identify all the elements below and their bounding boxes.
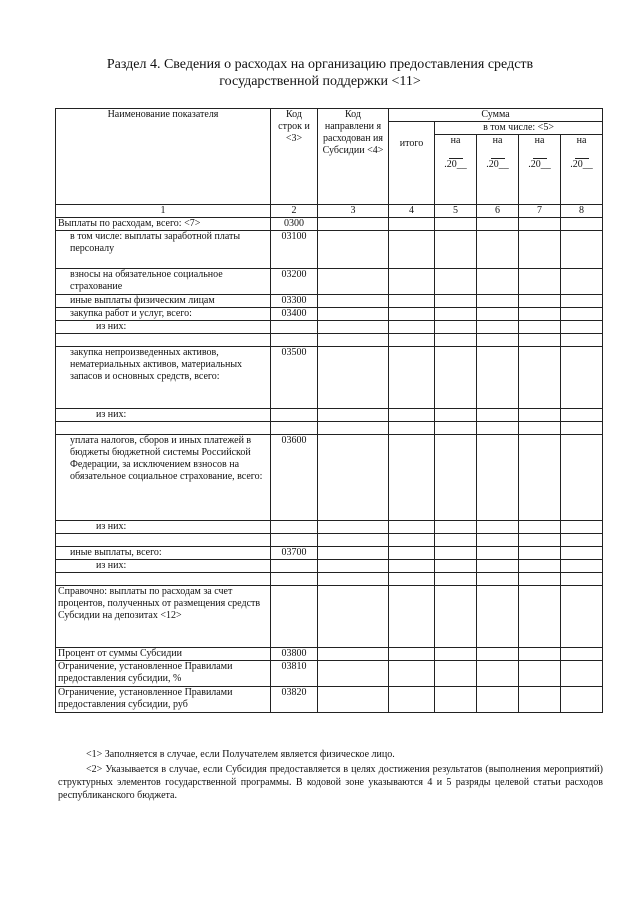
value-cell [435,347,477,409]
value-cell [435,586,477,648]
header-on-label: на [492,135,503,146]
value-cell [561,269,603,295]
header-total: итого [389,122,435,205]
table-row [56,422,603,435]
value-cell [519,648,561,661]
value-cell [389,586,435,648]
value-cell [318,321,389,334]
row-code: 0300 [271,218,318,231]
value-cell [519,422,561,435]
row-name [56,422,271,435]
row-name: Выплаты по расходам, всего: <7> [56,218,271,231]
header-period-2 [477,135,519,205]
value-cell [389,435,435,521]
value-cell [477,295,519,308]
table-row [56,409,603,422]
value-cell [477,347,519,409]
table-row [56,308,603,321]
value-cell [435,573,477,586]
value-cell [435,334,477,347]
table-row [56,269,603,295]
row-name: закупка непроизведенных активов, нематериальных активов, материальных запасов и основных средств, всего: [56,347,271,409]
row-name: взносы на обязательное социальное страхование [56,269,271,295]
row-name [56,334,271,347]
col-number: 4 [389,205,435,218]
value-cell [435,422,477,435]
value-cell [519,573,561,586]
value-cell [561,661,603,687]
column-numbers-row [56,205,603,218]
row-code [271,521,318,534]
value-cell [389,573,435,586]
value-cell [561,560,603,573]
expenses-table [55,108,603,713]
value-cell [561,231,603,269]
table-row [56,321,603,334]
value-cell [519,547,561,560]
value-cell [318,295,389,308]
value-cell [318,661,389,687]
row-name: из них: [56,521,271,534]
value-cell [561,321,603,334]
value-cell [389,560,435,573]
table-row [56,521,603,534]
value-cell [318,586,389,648]
row-code [271,321,318,334]
table-row [56,560,603,573]
value-cell [477,573,519,586]
row-name: Ограничение, установленное Правилами предоставления субсидии, % [56,661,271,687]
row-code: 03100 [271,231,318,269]
table-row [56,534,603,547]
value-cell [435,269,477,295]
header-name: Наименование показателя [56,109,271,205]
value-cell [519,269,561,295]
section-title-line1: Раздел 4. Сведения о расходах на организацию предоставления средств [106,57,534,72]
section-title [60,56,580,90]
value-cell [318,521,389,534]
table-row [56,435,603,521]
table-row [56,218,603,231]
value-cell [477,269,519,295]
value-cell [318,269,389,295]
value-cell [389,409,435,422]
table-row [56,547,603,560]
value-cell [477,534,519,547]
value-cell [318,347,389,409]
value-cell [389,231,435,269]
value-cell [519,534,561,547]
value-cell [561,347,603,409]
row-code [271,560,318,573]
value-cell [389,269,435,295]
col-number: 5 [435,205,477,218]
header-period-3 [519,135,561,205]
value-cell [519,321,561,334]
value-cell [519,560,561,573]
section-title-line2: государственной поддержки <11> [219,74,421,89]
row-code [271,409,318,422]
row-code: 03820 [271,687,318,713]
row-code [271,586,318,648]
value-cell [435,648,477,661]
value-cell [435,321,477,334]
row-code [271,422,318,435]
value-cell [477,435,519,521]
value-cell [389,422,435,435]
value-cell [519,347,561,409]
value-cell [318,218,389,231]
value-cell [477,334,519,347]
row-name: иные выплаты физическим лицам [56,295,271,308]
value-cell [561,586,603,648]
value-cell [519,661,561,687]
row-code: 03300 [271,295,318,308]
row-code: 03500 [271,347,318,409]
table-row [56,231,603,269]
value-cell [561,308,603,321]
header-sum: Сумма [389,109,603,122]
value-cell [477,409,519,422]
value-cell [318,534,389,547]
row-code: 03600 [271,435,318,521]
table-row [56,648,603,661]
value-cell [389,218,435,231]
footnote-2: <2> Указывается в случае, если Субсидия предоставляется в целях достижения результатов (выполнения мероприятий) структурных элементов государственной программы. В кодовой зоне указываются 4 и 5 разряды целевой статьи расходов республиканского бюджета. [58,764,603,801]
row-code [271,573,318,586]
value-cell [561,521,603,534]
row-code: 03200 [271,269,318,295]
value-cell [477,231,519,269]
table-row [56,687,603,713]
value-cell [477,422,519,435]
value-cell [477,661,519,687]
value-cell [318,308,389,321]
row-name: из них: [56,321,271,334]
value-cell [435,687,477,713]
value-cell [389,321,435,334]
value-cell [519,586,561,648]
row-name: из них: [56,409,271,422]
value-cell [435,560,477,573]
value-cell [435,521,477,534]
value-cell [435,534,477,547]
value-cell [477,560,519,573]
value-cell [561,409,603,422]
footnote-1 [58,748,603,761]
col-number: 2 [271,205,318,218]
row-code: 03700 [271,547,318,560]
row-name: из них: [56,560,271,573]
value-cell [318,560,389,573]
value-cell [389,534,435,547]
header-code-row: Код строк и <3> [271,109,318,205]
header-on-label: на [534,135,545,146]
col-number: 3 [318,205,389,218]
footnote-1-text: <1> Заполняется в случае, если Получателем является физическое лицо. [86,749,395,760]
value-cell [477,308,519,321]
row-name: в том числе: выплаты заработной платы персоналу [56,231,271,269]
value-cell [561,573,603,586]
header-year-label: .20__ [486,159,509,170]
row-name: Ограничение, установленное Правилами предоставления субсидии, руб [56,687,271,713]
value-cell [435,661,477,687]
value-cell [318,334,389,347]
row-code [271,334,318,347]
value-cell [435,308,477,321]
value-cell [519,409,561,422]
value-cell [318,231,389,269]
value-cell [561,422,603,435]
value-cell [519,308,561,321]
value-cell [561,435,603,521]
value-cell [318,648,389,661]
value-cell [318,687,389,713]
col-number: 7 [519,205,561,218]
value-cell [318,435,389,521]
value-cell [389,687,435,713]
value-cell [435,547,477,560]
value-cell [435,231,477,269]
col-number: 6 [477,205,519,218]
row-code: 03810 [271,661,318,687]
row-code: 03400 [271,308,318,321]
value-cell [561,687,603,713]
col-number: 8 [561,205,603,218]
value-cell [477,648,519,661]
value-cell [389,547,435,560]
table-row [56,334,603,347]
value-cell [519,687,561,713]
value-cell [561,534,603,547]
value-cell [477,547,519,560]
header-year-label: .20__ [570,159,593,170]
row-name: уплата налогов, сборов и иных платежей в бюджеты бюджетной системы Российской Федерации, за исключением взносов на обязательное социальное страхование, всего: [56,435,271,521]
value-cell [435,218,477,231]
table-row [56,347,603,409]
row-name: иные выплаты, всего: [56,547,271,560]
value-cell [477,321,519,334]
value-cell [389,661,435,687]
value-cell [435,435,477,521]
value-cell [477,687,519,713]
row-name: закупка работ и услуг, всего: [56,308,271,321]
row-name: Процент от суммы Субсидии [56,648,271,661]
value-cell [519,435,561,521]
value-cell [389,334,435,347]
value-cell [318,409,389,422]
value-cell [389,308,435,321]
value-cell [435,409,477,422]
row-name: Справочно: выплаты по расходам за счет процентов, полученных от размещения средств Субсидии на депозитах <12> [56,586,271,648]
value-cell [561,648,603,661]
value-cell [389,521,435,534]
table-row [56,573,603,586]
value-cell [519,218,561,231]
table-body [56,218,603,713]
value-cell [435,295,477,308]
row-code: 03800 [271,648,318,661]
value-cell [318,422,389,435]
header-on-label: на [576,135,587,146]
header-code-direction: Код направлени я расходован ия Субсидии <4> [318,109,389,205]
header-year-label: .20__ [528,159,551,170]
header-including: в том числе: <5> [435,122,603,135]
value-cell [477,218,519,231]
value-cell [389,648,435,661]
value-cell [477,586,519,648]
value-cell [561,547,603,560]
col-number: 1 [56,205,271,218]
value-cell [318,573,389,586]
value-cell [519,521,561,534]
table-row [56,586,603,648]
table-row [56,295,603,308]
row-name [56,573,271,586]
value-cell [561,295,603,308]
value-cell [519,334,561,347]
header-on-label: на [450,135,461,146]
row-code [271,534,318,547]
value-cell [389,347,435,409]
header-period-1 [435,135,477,205]
value-cell [561,218,603,231]
value-cell [519,295,561,308]
value-cell [519,231,561,269]
value-cell [561,334,603,347]
table-row [56,661,603,687]
value-cell [389,295,435,308]
header-year-label: .20__ [444,159,467,170]
row-name [56,534,271,547]
value-cell [318,547,389,560]
value-cell [477,521,519,534]
header-period-4 [561,135,603,205]
